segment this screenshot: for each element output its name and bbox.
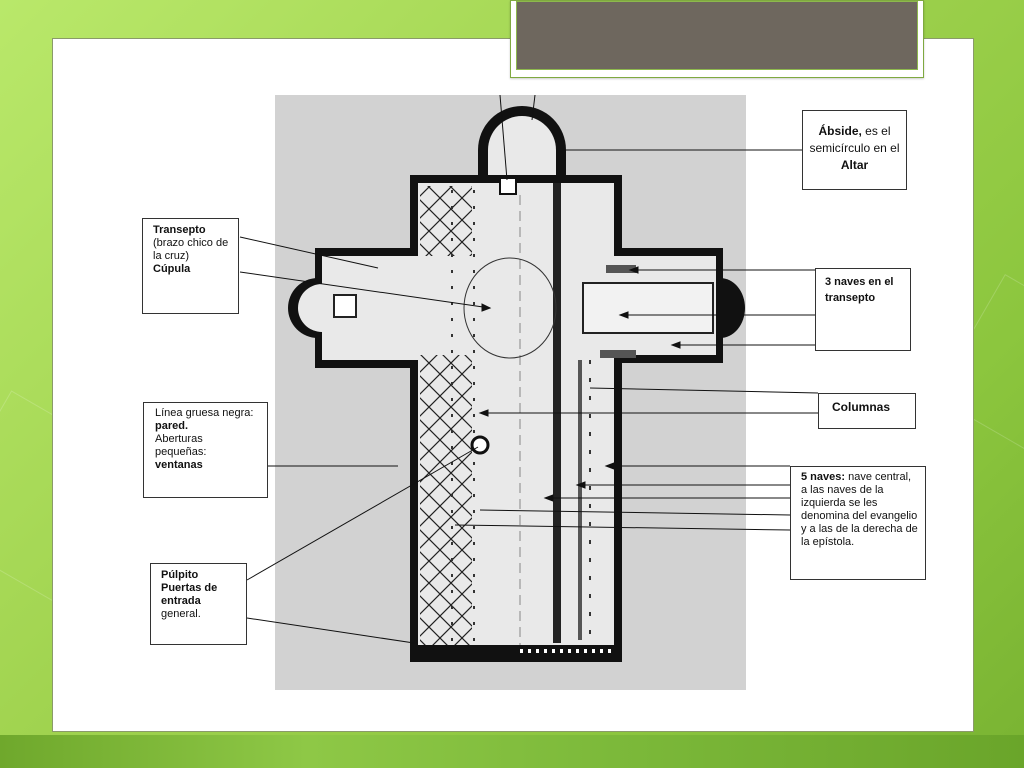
left-aisle-hatch xyxy=(420,355,472,645)
naves-transepto-text: 3 naves en el transepto xyxy=(825,276,894,304)
label-transepto xyxy=(142,218,239,314)
linea-text-2: Aberturas pequeñas: xyxy=(155,433,207,458)
linea-text-1: Línea gruesa negra: xyxy=(155,407,254,419)
puertas-bold: Puertas de entrada xyxy=(161,582,218,607)
upper-aisle-hatch xyxy=(420,186,472,256)
ventanas-bold: ventanas xyxy=(155,459,203,471)
altar xyxy=(500,178,516,194)
abside-text: es el semicírculo en el xyxy=(809,124,900,155)
general-text: general. xyxy=(161,608,201,620)
abside-bold: Ábside, xyxy=(818,124,862,138)
apse xyxy=(478,106,566,178)
label-cinco-naves xyxy=(790,466,926,580)
transepto-title: Transepto xyxy=(153,224,206,236)
label-naves-transepto xyxy=(815,268,911,351)
cupula-label: Cúpula xyxy=(153,263,191,275)
transepto-sub: (brazo chico de la cruz) xyxy=(153,237,229,262)
label-linea-gruesa xyxy=(143,402,268,498)
pulpito-bold: Púlpito xyxy=(161,569,199,581)
entrance-wall xyxy=(410,645,622,657)
cinco-naves-bold: 5 naves: xyxy=(801,471,846,483)
label-abside xyxy=(802,110,907,190)
pared-bold: pared. xyxy=(155,420,189,432)
label-columnas xyxy=(818,393,916,429)
left-chapel xyxy=(334,295,356,317)
cinco-naves-text: nave central, a las naves de la izquierda se les denomina del evangelio y a las de la derecha de la epístola. xyxy=(801,471,918,548)
pulpit xyxy=(472,437,488,453)
altar-bold: Altar xyxy=(840,158,869,172)
label-pulpito xyxy=(150,563,247,645)
columnas-text: Columnas xyxy=(832,400,891,414)
